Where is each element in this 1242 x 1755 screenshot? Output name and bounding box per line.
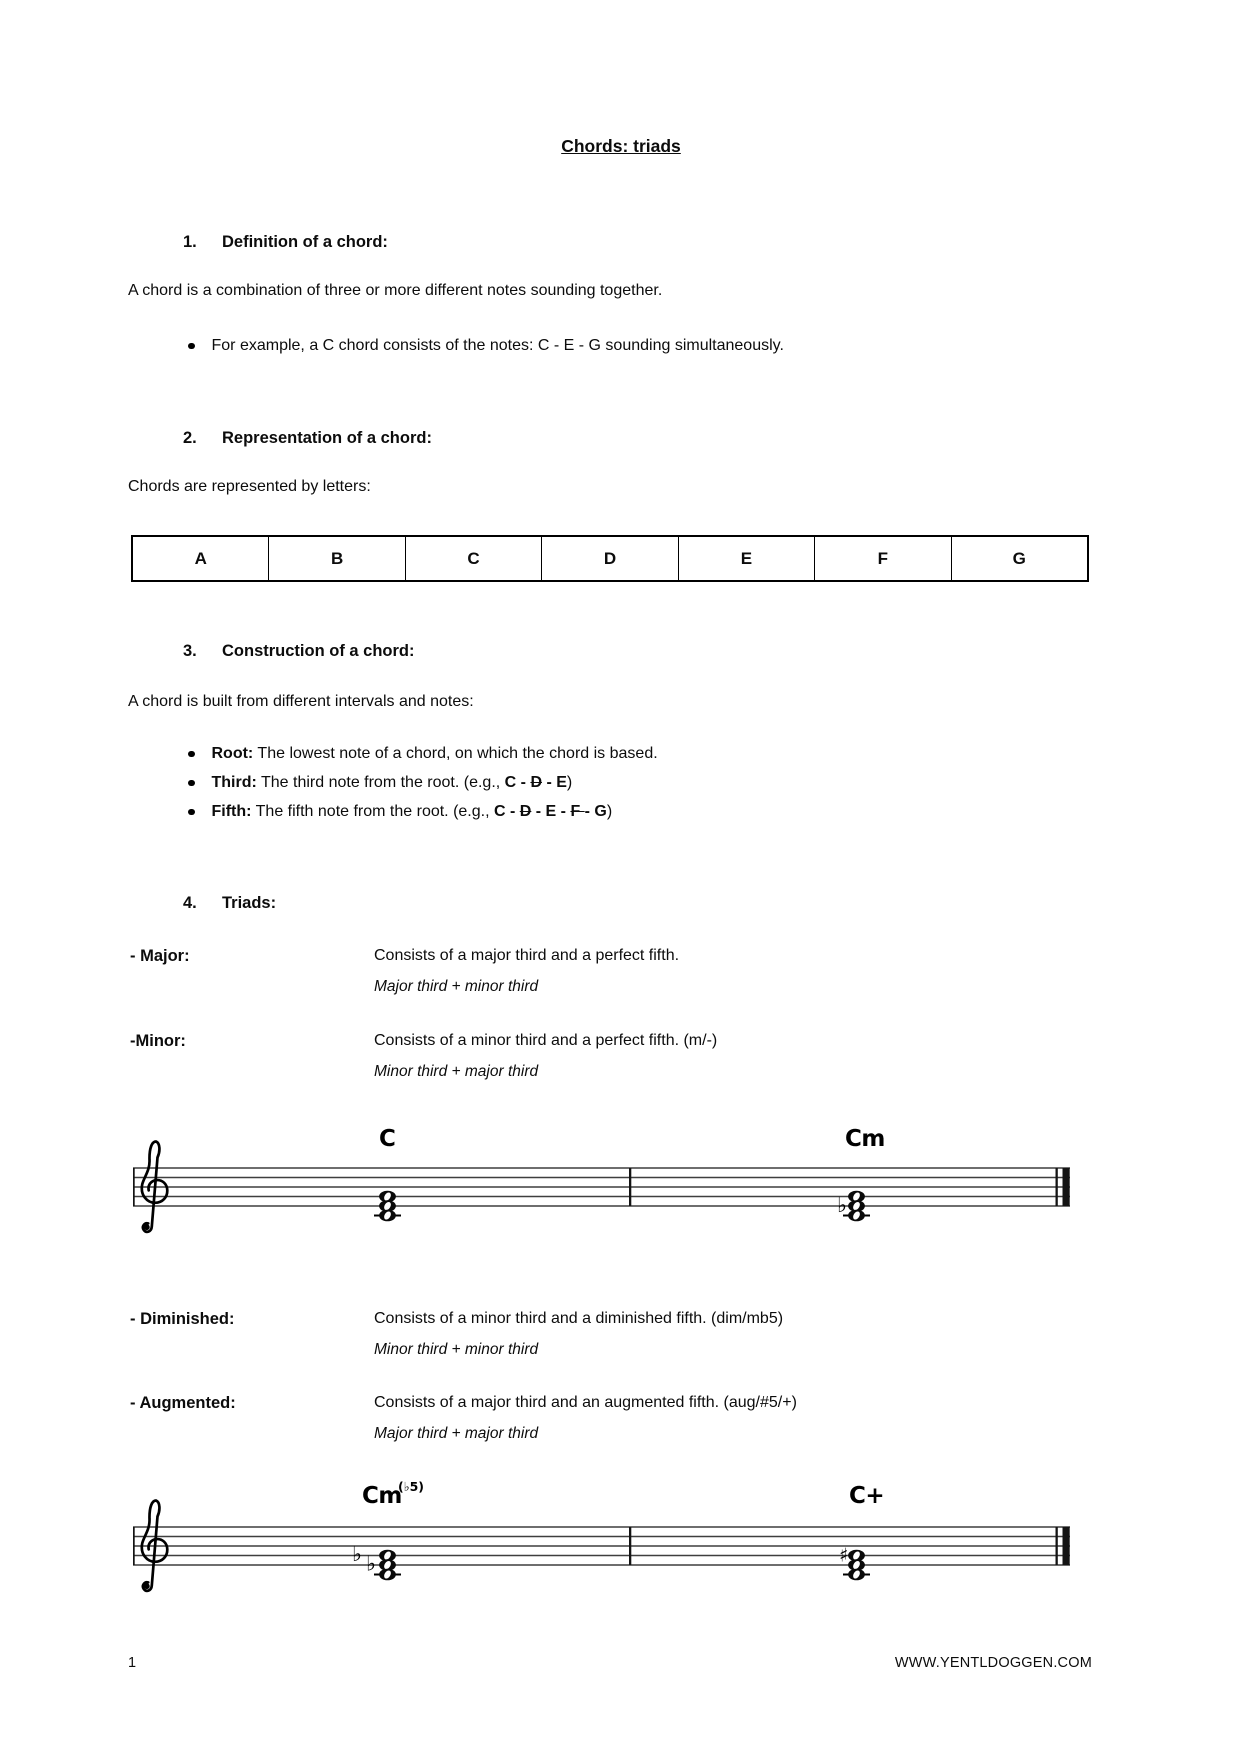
note-sequence: - G bbox=[584, 803, 607, 820]
staff2-chord1-symbol: Cm bbox=[362, 1483, 402, 1509]
triad-formula-diminished: Minor third + minor third bbox=[374, 1341, 539, 1358]
term-label: Third: bbox=[211, 774, 257, 791]
triad-label-augmented: - Augmented: bbox=[130, 1394, 236, 1412]
heading-text: Representation of a chord: bbox=[222, 429, 432, 447]
struck-note: F bbox=[570, 803, 585, 820]
bullet-icon bbox=[188, 780, 195, 787]
definition-bullet-text: For example, a C chord consists of the notes: C - E - G sounding simultaneously. bbox=[211, 337, 784, 354]
bullet-icon bbox=[188, 809, 195, 816]
staff2-chord1-superscript: (♭5) bbox=[398, 1479, 425, 1494]
definition-bullet bbox=[188, 336, 784, 356]
term-text: The third note from the root. (e.g., bbox=[260, 774, 505, 791]
table-cell: F bbox=[815, 537, 951, 580]
flat-icon: ♭ bbox=[352, 1542, 362, 1566]
struck-note: D bbox=[519, 803, 532, 820]
table-cell: C bbox=[406, 537, 542, 580]
bullet-text bbox=[212, 773, 573, 793]
chord-letters-table bbox=[131, 535, 1089, 582]
representation-paragraph: Chords are represented by letters: bbox=[128, 478, 371, 495]
bullet-text bbox=[212, 802, 613, 822]
heading-number: 1. bbox=[183, 233, 197, 251]
staff-2-frame bbox=[133, 1527, 1070, 1565]
staff2-chord1-notes bbox=[352, 1542, 401, 1580]
triad-label-major: - Major: bbox=[130, 947, 190, 965]
staff2-chord2-notes bbox=[839, 1545, 870, 1581]
heading-number: 4. bbox=[183, 894, 197, 912]
triad-description-augmented: Consists of a major third and an augmented fifth. (aug/#5/+) bbox=[374, 1394, 797, 1411]
term-text: ) bbox=[606, 803, 613, 820]
whole-note bbox=[379, 1210, 396, 1222]
triad-description-minor: Consists of a minor third and a perfect fifth. (m/-) bbox=[374, 1032, 718, 1049]
staff1-chord2-symbol: Cm bbox=[845, 1126, 885, 1152]
table-cell: G bbox=[1012, 548, 1026, 568]
triad-description-diminished: Consists of a minor third and a diminished fifth. (dim/mb5) bbox=[374, 1310, 784, 1327]
staff2-chord2-symbol: C+ bbox=[849, 1483, 885, 1509]
heading-definition bbox=[183, 232, 388, 253]
staff-1 bbox=[133, 1126, 1070, 1232]
page-title: Chords: triads bbox=[561, 136, 681, 156]
note-sequence: - E bbox=[542, 774, 567, 791]
table-cell: E bbox=[679, 537, 815, 580]
heading-construction bbox=[183, 641, 415, 662]
bullet-icon bbox=[188, 751, 195, 758]
table-cell: D bbox=[542, 537, 678, 580]
definition-paragraph: A chord is a combination of three or more different notes sounding together. bbox=[128, 282, 663, 299]
heading-triads bbox=[183, 893, 276, 914]
table-cell: A bbox=[133, 537, 269, 580]
page-number: 1 bbox=[128, 1655, 137, 1671]
staff1-chord1-symbol: C bbox=[379, 1126, 396, 1152]
heading-representation bbox=[183, 428, 432, 449]
bullet-icon bbox=[188, 343, 195, 350]
flat-icon: ♭ bbox=[366, 1551, 376, 1576]
term-label: Fifth: bbox=[211, 803, 252, 820]
bullet-text bbox=[212, 744, 658, 764]
heading-text: Triads: bbox=[222, 894, 277, 912]
construction-bullet-third bbox=[188, 773, 572, 793]
triad-formula-major: Major third + minor third bbox=[374, 978, 539, 995]
triad-formula-minor: Minor third + major third bbox=[374, 1063, 539, 1080]
construction-bullet-fifth bbox=[188, 802, 612, 822]
triad-description-major: Consists of a major third and a perfect fifth. bbox=[374, 947, 680, 964]
term-text: ) bbox=[566, 774, 573, 791]
sharp-icon: ♯ bbox=[839, 1544, 849, 1567]
triad-formula-augmented: Major third + major third bbox=[374, 1425, 539, 1442]
term-label: Root: bbox=[211, 745, 254, 762]
website-url: WWW.YENTLDOGGEN.COM bbox=[894, 1655, 1092, 1671]
whole-note bbox=[379, 1569, 396, 1581]
heading-text: Construction of a chord: bbox=[222, 642, 415, 660]
note-sequence: - E - bbox=[531, 803, 571, 820]
heading-number: 3. bbox=[183, 642, 197, 660]
construction-bullet-root bbox=[188, 744, 658, 764]
note-sequence: C - bbox=[493, 803, 520, 820]
table-cell: B bbox=[269, 537, 405, 580]
struck-note: D bbox=[530, 774, 542, 791]
heading-number: 2. bbox=[183, 429, 197, 447]
term-text: The lowest note of a chord, on which the chord is based. bbox=[257, 745, 658, 762]
staff-1-frame bbox=[133, 1168, 1070, 1206]
staff-2 bbox=[133, 1479, 1070, 1591]
term-text: The fifth note from the root. (e.g., bbox=[255, 803, 494, 820]
note-sequence: C - bbox=[504, 774, 531, 791]
whole-note bbox=[848, 1210, 865, 1222]
flat-icon: ♭ bbox=[837, 1193, 847, 1217]
heading-text: Definition of a chord: bbox=[222, 233, 388, 251]
triad-label-diminished: - Diminished: bbox=[130, 1310, 235, 1328]
construction-paragraph: A chord is built from different intervals and notes: bbox=[128, 693, 474, 710]
triad-label-minor: -Minor: bbox=[130, 1032, 186, 1050]
whole-note bbox=[848, 1569, 865, 1581]
